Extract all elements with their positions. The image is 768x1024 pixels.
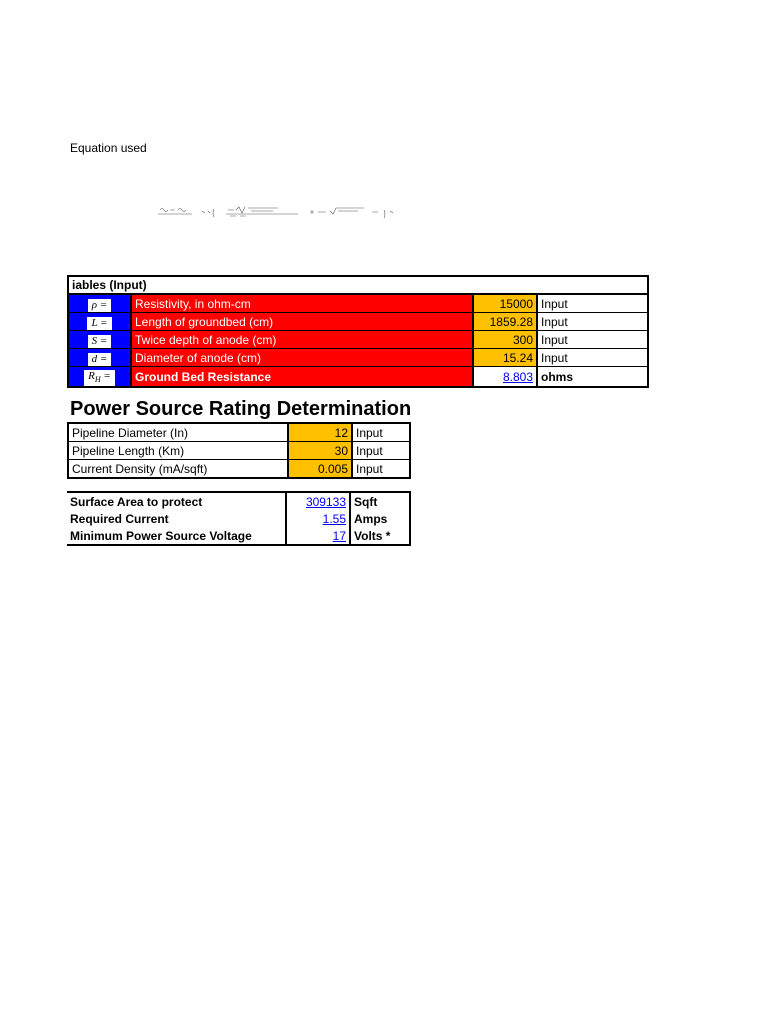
ground-bed-resistance-link[interactable]: 8.803 [502, 369, 533, 384]
input-value-cell[interactable]: 1859.28 [473, 313, 537, 331]
input-value-cell[interactable]: 12 [288, 423, 352, 442]
unit-cell: Input [537, 331, 648, 349]
table-row [68, 313, 648, 331]
unit-cell: Volts * [354, 528, 391, 543]
symbol-l: L = [87, 317, 111, 330]
input-value-cell[interactable]: 300 [473, 331, 537, 349]
unit-cell: ohms [537, 367, 648, 388]
input-value-cell[interactable]: 15000 [473, 294, 537, 313]
result-description: Ground Bed Resistance [131, 367, 473, 388]
symbol-rho: ρ = [88, 299, 111, 312]
symbol-s: S = [88, 335, 112, 348]
description-cell: Length of groundbed (cm) [131, 313, 473, 331]
description-cell: Twice depth of anode (cm) [131, 331, 473, 349]
input-value-cell[interactable]: 30 [288, 442, 352, 460]
variables-header: iables (Input) [68, 276, 648, 294]
unit-cell: Input [352, 442, 410, 460]
description-cell: Resistivity, in ohm-cm [131, 294, 473, 313]
unit-cell: Amps [354, 511, 388, 526]
description-cell: Required Current [67, 510, 286, 527]
description-cell: Pipeline Length (Km) [68, 442, 288, 460]
table-row [68, 331, 648, 349]
unit-cell: Input [537, 294, 648, 313]
table-row [68, 294, 648, 313]
unit-cell: Sqft [354, 494, 378, 509]
input-value-cell[interactable]: 15.24 [473, 349, 537, 367]
variables-table [67, 275, 649, 388]
table-row [68, 460, 410, 479]
description-cell: Surface Area to protect [67, 492, 286, 510]
symbol-d: d = [88, 353, 112, 366]
unit-cell: Input [352, 460, 410, 479]
description-cell: Minimum Power Source Voltage [67, 527, 286, 545]
minimum-voltage-link[interactable]: 17 [332, 528, 346, 543]
unit-cell: Input [352, 423, 410, 442]
symbol-rh: $R_H$ = [84, 370, 115, 386]
input-value-cell[interactable]: 0.005 [288, 460, 352, 479]
equation-label: Equation used [70, 141, 147, 155]
unit-cell: Input [537, 349, 648, 367]
table-row [68, 442, 410, 460]
description-cell: Diameter of anode (cm) [131, 349, 473, 367]
table-row [68, 349, 648, 367]
table-row [67, 492, 410, 510]
table-row [67, 510, 410, 527]
surface-area-link[interactable]: 309133 [305, 494, 346, 509]
description-cell: Current Density (mA/sqft) [68, 460, 288, 479]
description-cell: Pipeline Diameter (In) [68, 423, 288, 442]
power-source-inputs-table [67, 422, 411, 479]
table-row-result [68, 367, 648, 388]
unit-cell: Input [537, 313, 648, 331]
section-title: Power Source Rating Determination [70, 398, 412, 420]
required-current-link[interactable]: 1.55 [322, 511, 346, 526]
power-source-results-table [67, 491, 411, 546]
equation-image [156, 205, 406, 221]
table-row [68, 423, 410, 442]
table-row [67, 527, 410, 545]
